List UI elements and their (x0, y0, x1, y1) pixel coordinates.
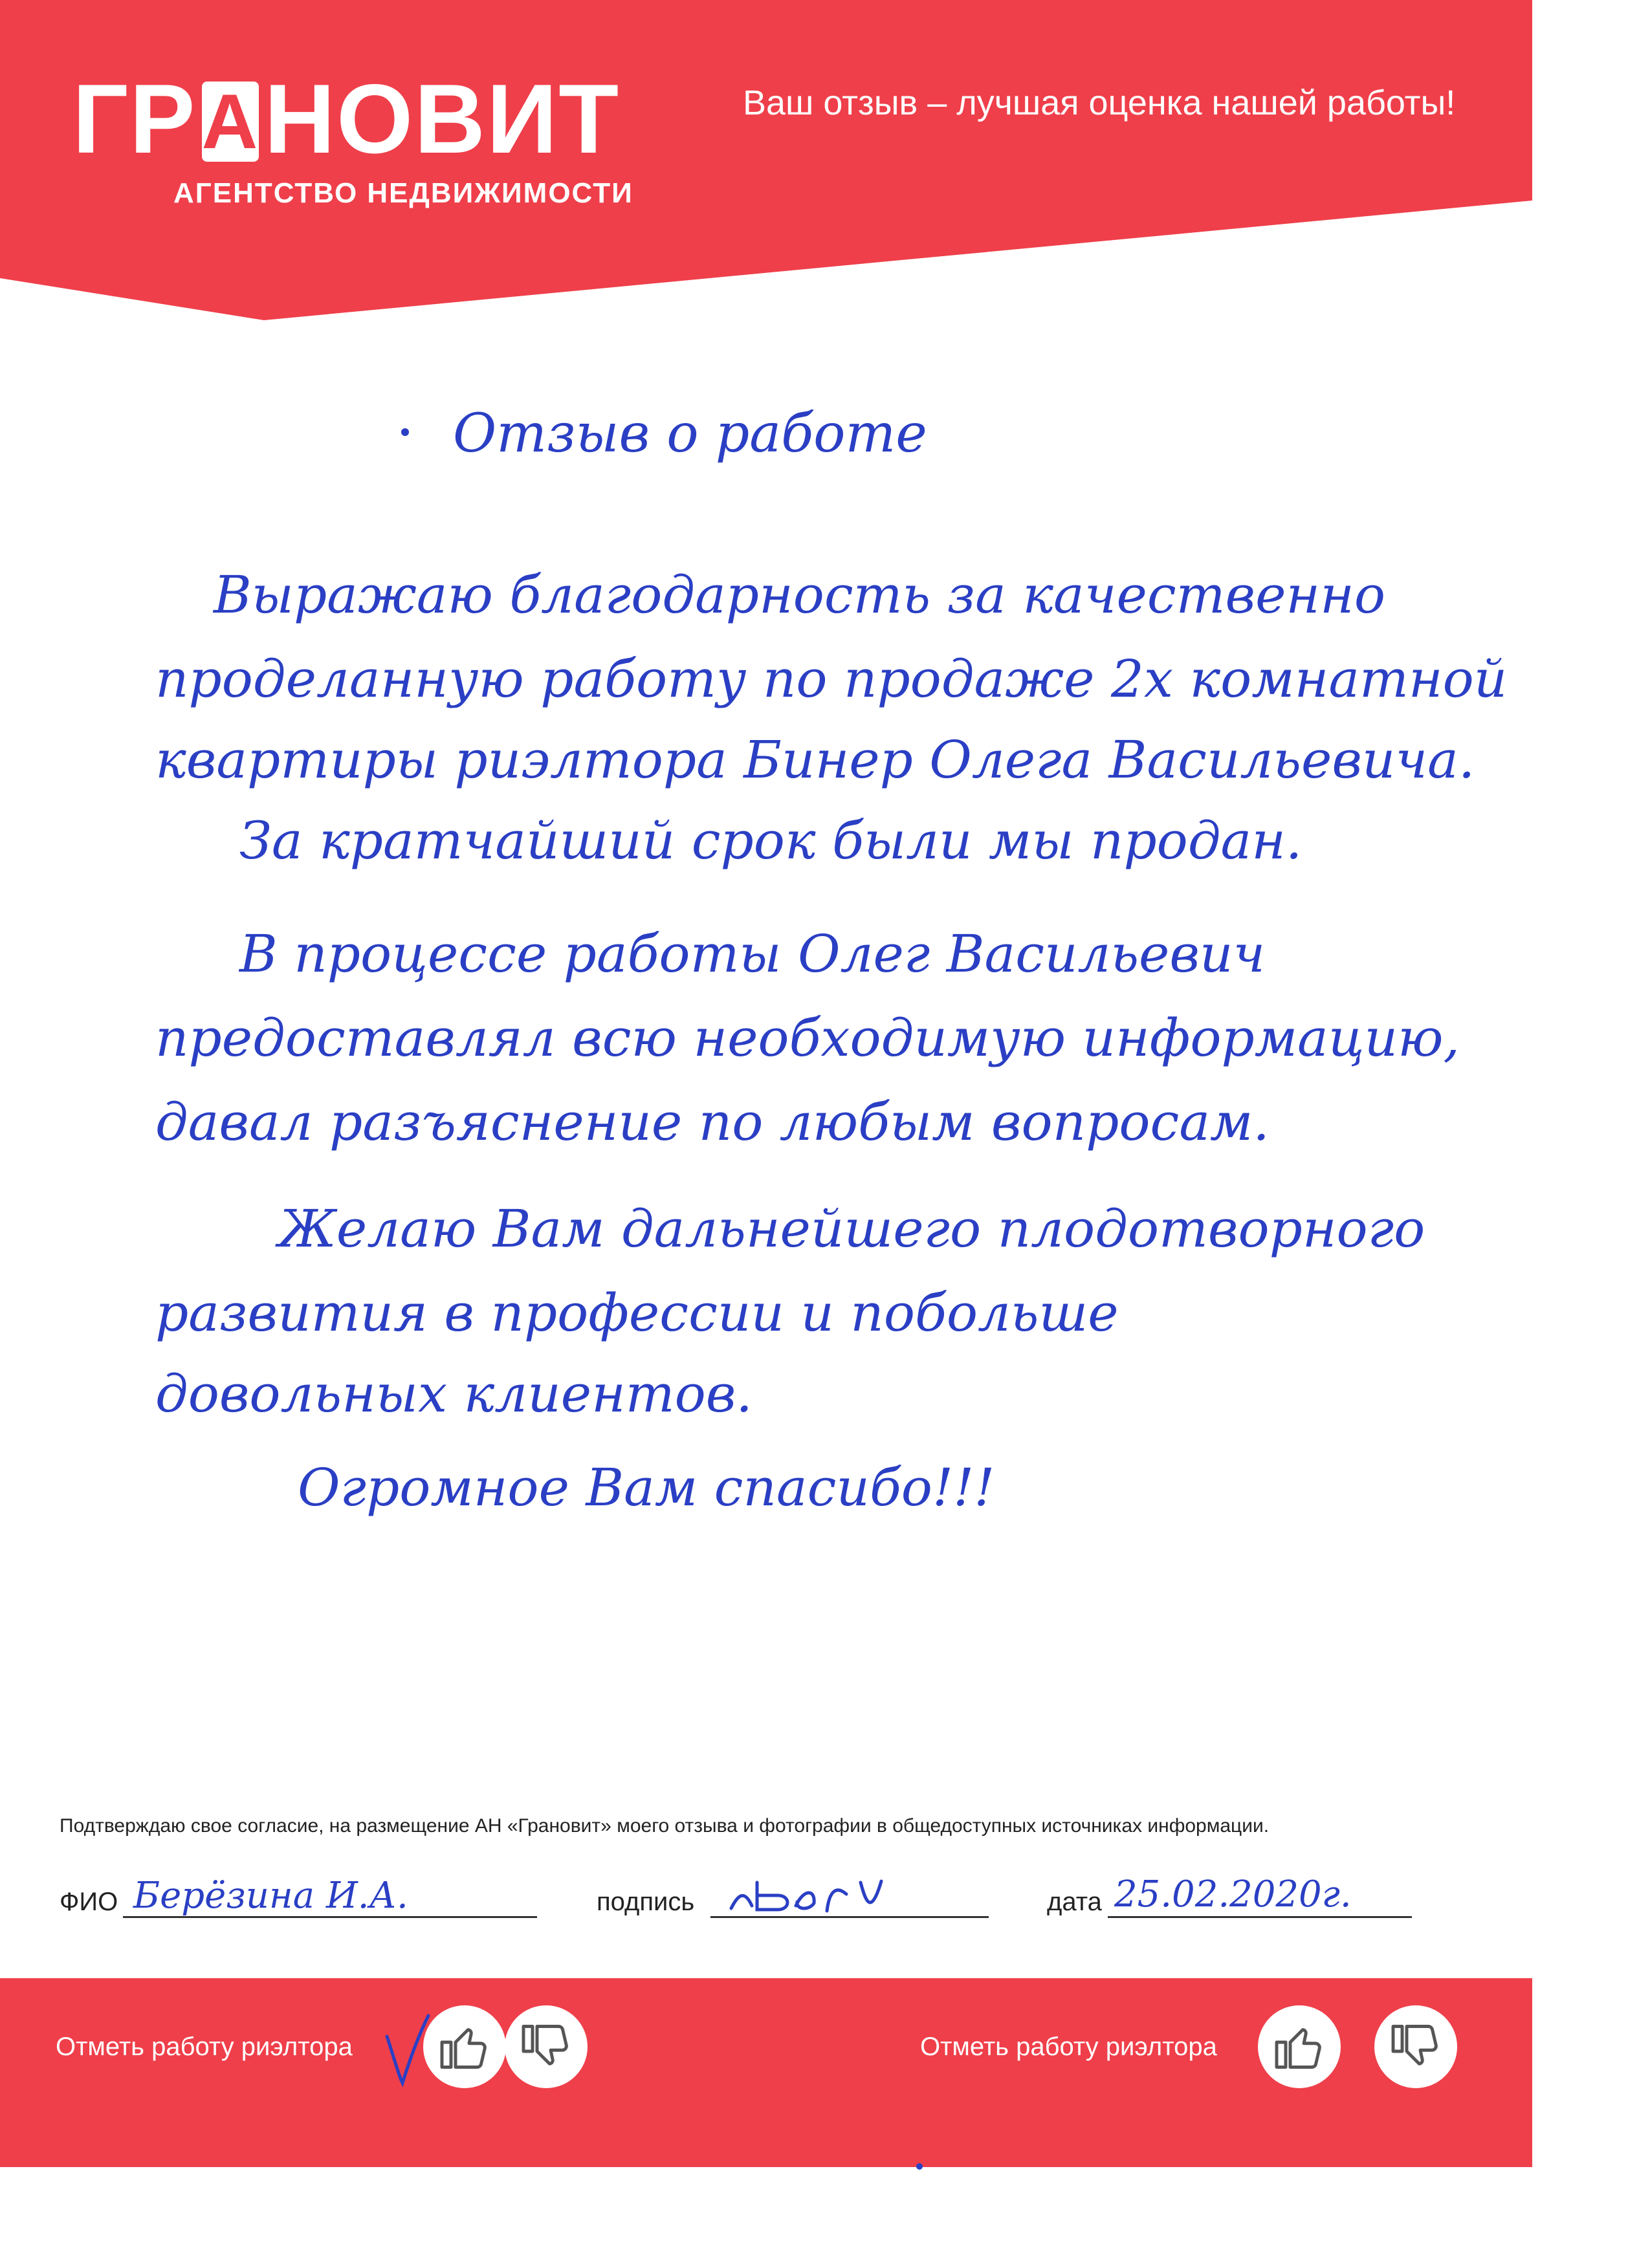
letter-line: довольных клиентов. (155, 1364, 753, 1424)
thumbs-down-button-right[interactable] (1374, 2005, 1457, 2088)
letter-line: Выражаю благодарность за качественно (214, 565, 1385, 625)
header-tagline: Ваш отзыв – лучшая оценка нашей работы! (743, 83, 1456, 122)
thumbs-up-icon (437, 2020, 492, 2074)
fio-label: ФИО (60, 1888, 118, 1916)
letter-line: В процессе работы Олег Васильевич (239, 924, 1266, 984)
rate-label-left: Отметь работу риэлтора (56, 2033, 353, 2061)
letter-line: За кратчайший срок были мы продан. (239, 811, 1303, 871)
letter-line: Огромное Вам спасибо!!! (298, 1457, 995, 1518)
consent-text: Подтверждаю свое согласие, на размещение АН «Грановит» моего отзыва и фотографии в общедоступных источниках информации. (60, 1815, 1270, 1837)
date-value: 25.02.2020г. (1114, 1873, 1352, 1915)
thumbs-down-button-left[interactable] (505, 2005, 588, 2088)
granovit-logo (72, 64, 633, 210)
signature-label: подпись (597, 1888, 695, 1916)
logo-box-letter: А (201, 78, 259, 165)
logo-part-2: НОВИТ (264, 64, 621, 174)
logo-subtitle: АГЕНТСТВО НЕДВИЖИМОСТИ (173, 177, 633, 209)
date-line (1108, 1916, 1412, 1918)
logo-wordmark (72, 64, 621, 174)
logo-part-1: ГР (72, 64, 197, 174)
ink-dot (916, 2163, 923, 2170)
ink-dot (401, 428, 409, 436)
thumbs-down-icon (519, 2020, 573, 2074)
letter-line: давал разъяснение по любым вопросам. (155, 1092, 1270, 1152)
letter-title: Отзыв о работе (453, 403, 927, 464)
checkmark-icon (383, 2011, 435, 2088)
date-label: дата (1047, 1888, 1102, 1916)
handwritten-signature (718, 1863, 912, 1928)
fio-value: Берёзина И.А. (133, 1875, 408, 1917)
letter-line: предоставлял всю необходимую информацию, (155, 1008, 1460, 1068)
rate-label-right: Отметь работу риэлтора (920, 2033, 1217, 2061)
thumbs-up-button-right[interactable] (1258, 2005, 1341, 2088)
thumbs-down-icon (1389, 2020, 1443, 2074)
letter-line: проделанную работу по продаже 2х комнатной (155, 649, 1508, 709)
letter-line: Желаю Вам дальнейшего плодотворного (278, 1199, 1425, 1259)
thumbs-up-button-left[interactable] (423, 2005, 506, 2088)
thumbs-up-icon (1272, 2020, 1326, 2074)
letter-line: квартиры риэлтора Бинер Олега Васильевича. (155, 730, 1475, 790)
letter-line: развития в профессии и побольше (155, 1283, 1119, 1343)
